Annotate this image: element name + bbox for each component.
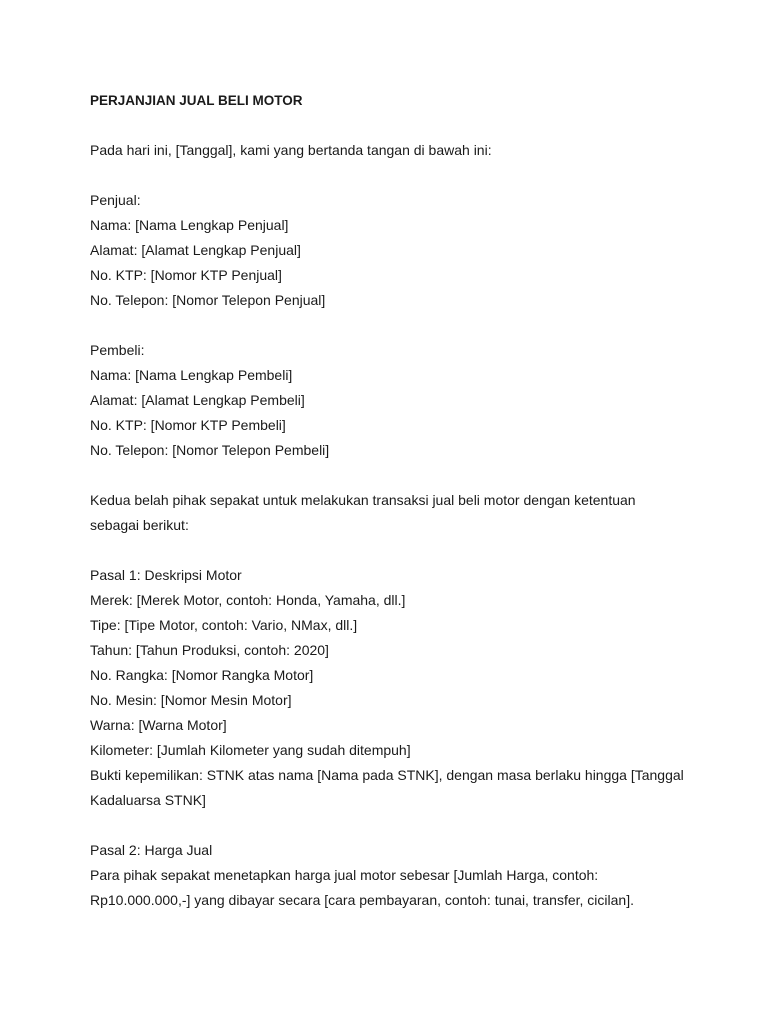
ownership-proof-line-2: Kadaluarsa STNK]	[90, 792, 206, 808]
spacer	[90, 313, 690, 338]
spacer	[90, 113, 690, 138]
buyer-phone: No. Telepon: [Nomor Telepon Pembeli]	[90, 442, 330, 458]
pasal-2-section	[90, 838, 690, 913]
motor-engine-number: No. Mesin: [Nomor Mesin Motor]	[90, 692, 292, 708]
motor-type: Tipe: [Tipe Motor, contoh: Vario, NMax, dll.]	[90, 617, 358, 633]
motor-color: Warna: [Warna Motor]	[90, 717, 227, 733]
agreement-line-2: sebagai berikut:	[90, 517, 189, 533]
seller-section	[90, 188, 690, 313]
motor-frame-number: No. Rangka: [Nomor Rangka Motor]	[90, 667, 314, 683]
document-page	[90, 88, 690, 913]
buyer-heading: Pembeli:	[90, 342, 145, 358]
motor-year: Tahun: [Tahun Produksi, contoh: 2020]	[90, 642, 329, 658]
motor-brand: Merek: [Merek Motor, contoh: Honda, Yamaha, dll.]	[90, 592, 406, 608]
seller-heading: Penjual:	[90, 192, 141, 208]
seller-address: Alamat: [Alamat Lengkap Penjual]	[90, 242, 301, 258]
buyer-name: Nama: [Nama Lengkap Pembeli]	[90, 367, 293, 383]
seller-name: Nama: [Nama Lengkap Penjual]	[90, 217, 289, 233]
spacer	[90, 538, 690, 563]
spacer	[90, 463, 690, 488]
agreement-paragraph	[90, 488, 690, 538]
price-line-1: Para pihak sepakat menetapkan harga jual motor sebesar [Jumlah Harga, contoh:	[90, 867, 599, 883]
buyer-address: Alamat: [Alamat Lengkap Pembeli]	[90, 392, 305, 408]
ownership-proof-line-1: Bukti kepemilikan: STNK atas nama [Nama pada STNK], dengan masa berlaku hingga [Tanggal	[90, 767, 684, 783]
pasal-1-section	[90, 563, 690, 813]
price-line-2: Rp10.000.000,-] yang dibayar secara [cara pembayaran, contoh: tunai, transfer, cicilan].	[90, 892, 634, 908]
pasal-1-heading: Pasal 1: Deskripsi Motor	[90, 567, 242, 583]
seller-ktp: No. KTP: [Nomor KTP Penjual]	[90, 267, 282, 283]
intro-text: Pada hari ini, [Tanggal], kami yang bertanda tangan di bawah ini:	[90, 142, 492, 158]
agreement-line-1: Kedua belah pihak sepakat untuk melakukan transaksi jual beli motor dengan ketentuan	[90, 492, 636, 508]
pasal-2-heading: Pasal 2: Harga Jual	[90, 842, 213, 858]
buyer-section	[90, 338, 690, 463]
spacer	[90, 813, 690, 838]
buyer-ktp: No. KTP: [Nomor KTP Pembeli]	[90, 417, 286, 433]
seller-phone: No. Telepon: [Nomor Telepon Penjual]	[90, 292, 326, 308]
motor-kilometer: Kilometer: [Jumlah Kilometer yang sudah ditempuh]	[90, 742, 411, 758]
document-title: PERJANJIAN JUAL BELI MOTOR	[90, 93, 303, 108]
spacer	[90, 163, 690, 188]
